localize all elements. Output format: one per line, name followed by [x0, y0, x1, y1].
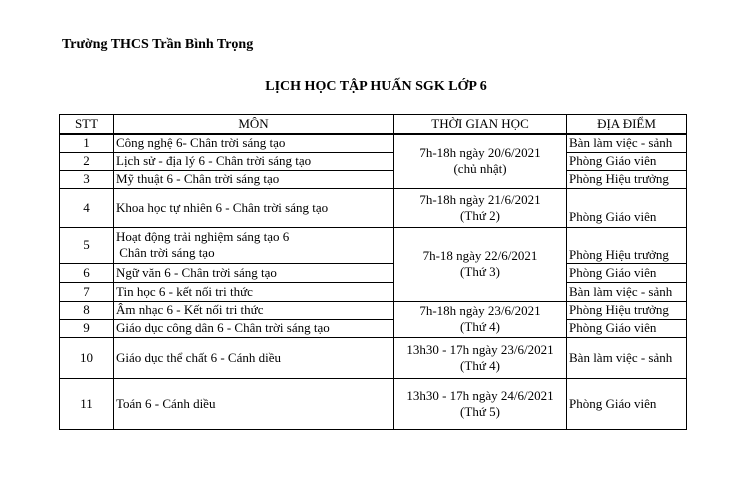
header-stt: STT [60, 115, 114, 135]
row-place: Phòng Giáo viên [567, 152, 687, 170]
row-stt: 1 [60, 134, 114, 152]
time-cell [394, 301, 567, 337]
row-stt: 3 [60, 170, 114, 188]
row-place: Phòng Giáo viên [567, 263, 687, 282]
row-place: Phòng Hiệu trưởng [567, 170, 687, 188]
row-place: Phòng Giáo viên [567, 378, 687, 429]
time-line: 7h-18h ngày 23/6/2021 [419, 303, 541, 318]
row-subject: Mỹ thuật 6 - Chân trời sáng tạo [114, 170, 394, 188]
table-header-row [60, 115, 687, 135]
row-place: Phòng Hiệu trưởng [567, 227, 687, 263]
table-row [60, 170, 687, 188]
table-row [60, 378, 687, 429]
table-row [60, 282, 687, 301]
row-place: Phòng Hiệu trưởng [567, 301, 687, 319]
row-place: Bàn làm việc - sảnh [567, 282, 687, 301]
subject-line: Hoạt động trải nghiệm sáng tạo 6 [116, 229, 290, 244]
row-subject: Toán 6 - Cánh diều [114, 378, 394, 429]
row-subject: Khoa học tự nhiên 6 - Chân trời sáng tạo [114, 188, 394, 227]
time-line: (Thứ 2) [460, 207, 500, 223]
row-subject: Giáo dục thể chất 6 - Cánh diều [114, 337, 394, 378]
row-stt: 6 [60, 263, 114, 282]
row-place: Bàn làm việc - sảnh [567, 337, 687, 378]
row-stt: 4 [60, 188, 114, 227]
page-title: LỊCH HỌC TẬP HUẤN SGK LỚP 6 [265, 79, 487, 94]
time-cell [394, 227, 567, 301]
row-place: Phòng Giáo viên [567, 188, 687, 227]
table-row [60, 337, 687, 378]
time-line: 7h-18h ngày 21/6/2021 [419, 191, 541, 207]
table-row [60, 152, 687, 170]
time-line: (Thứ 5) [460, 403, 500, 419]
table-row [60, 301, 687, 319]
row-place: Bàn làm việc - sảnh [567, 134, 687, 152]
time-line: (chủ nhật) [453, 161, 507, 177]
time-cell [394, 134, 567, 188]
time-line: (Thứ 4) [460, 319, 500, 334]
time-cell [394, 188, 567, 227]
table-row [60, 188, 687, 227]
row-stt: 2 [60, 152, 114, 170]
table-row [60, 319, 687, 337]
row-place: Phòng Giáo viên [567, 319, 687, 337]
row-subject: Âm nhạc 6 - Kết nối tri thức [114, 301, 394, 319]
row-subject: Ngữ văn 6 - Chân trời sáng tạo [114, 263, 394, 282]
time-line: 13h30 - 17h ngày 23/6/2021 [406, 341, 554, 357]
time-line: 13h30 - 17h ngày 24/6/2021 [406, 387, 554, 403]
time-line: 7h-18 ngày 22/6/2021 [422, 248, 538, 263]
row-stt: 11 [60, 378, 114, 429]
row-stt: 7 [60, 282, 114, 301]
subject-line: Chân trời sáng tạo [116, 245, 215, 260]
time-cell [394, 378, 567, 429]
row-subject: Tin học 6 - kết nối tri thức [114, 282, 394, 301]
header-place: ĐỊA ĐIỂM [567, 115, 687, 135]
row-stt: 10 [60, 337, 114, 378]
header-time: THỜI GIAN HỌC [394, 115, 567, 135]
table-row [60, 134, 687, 152]
row-stt: 5 [60, 227, 114, 263]
row-subject [114, 227, 394, 263]
time-cell [394, 337, 567, 378]
table-row [60, 227, 687, 263]
row-subject: Giáo dục công dân 6 - Chân trời sáng tạo [114, 319, 394, 337]
row-stt: 8 [60, 301, 114, 319]
row-subject: Công nghệ 6- Chân trời sáng tạo [114, 134, 394, 152]
table-row [60, 263, 687, 282]
time-line: (Thứ 4) [460, 357, 500, 373]
time-line: (Thứ 3) [460, 264, 500, 279]
row-stt: 9 [60, 319, 114, 337]
school-name: Trường THCS Trần Bình Trọng [62, 37, 254, 52]
time-line: 7h-18h ngày 20/6/2021 [419, 145, 541, 161]
header-mon: MÔN [114, 115, 394, 135]
row-subject: Lịch sử - địa lý 6 - Chân trời sáng tạo [114, 152, 394, 170]
schedule-table [59, 114, 687, 430]
